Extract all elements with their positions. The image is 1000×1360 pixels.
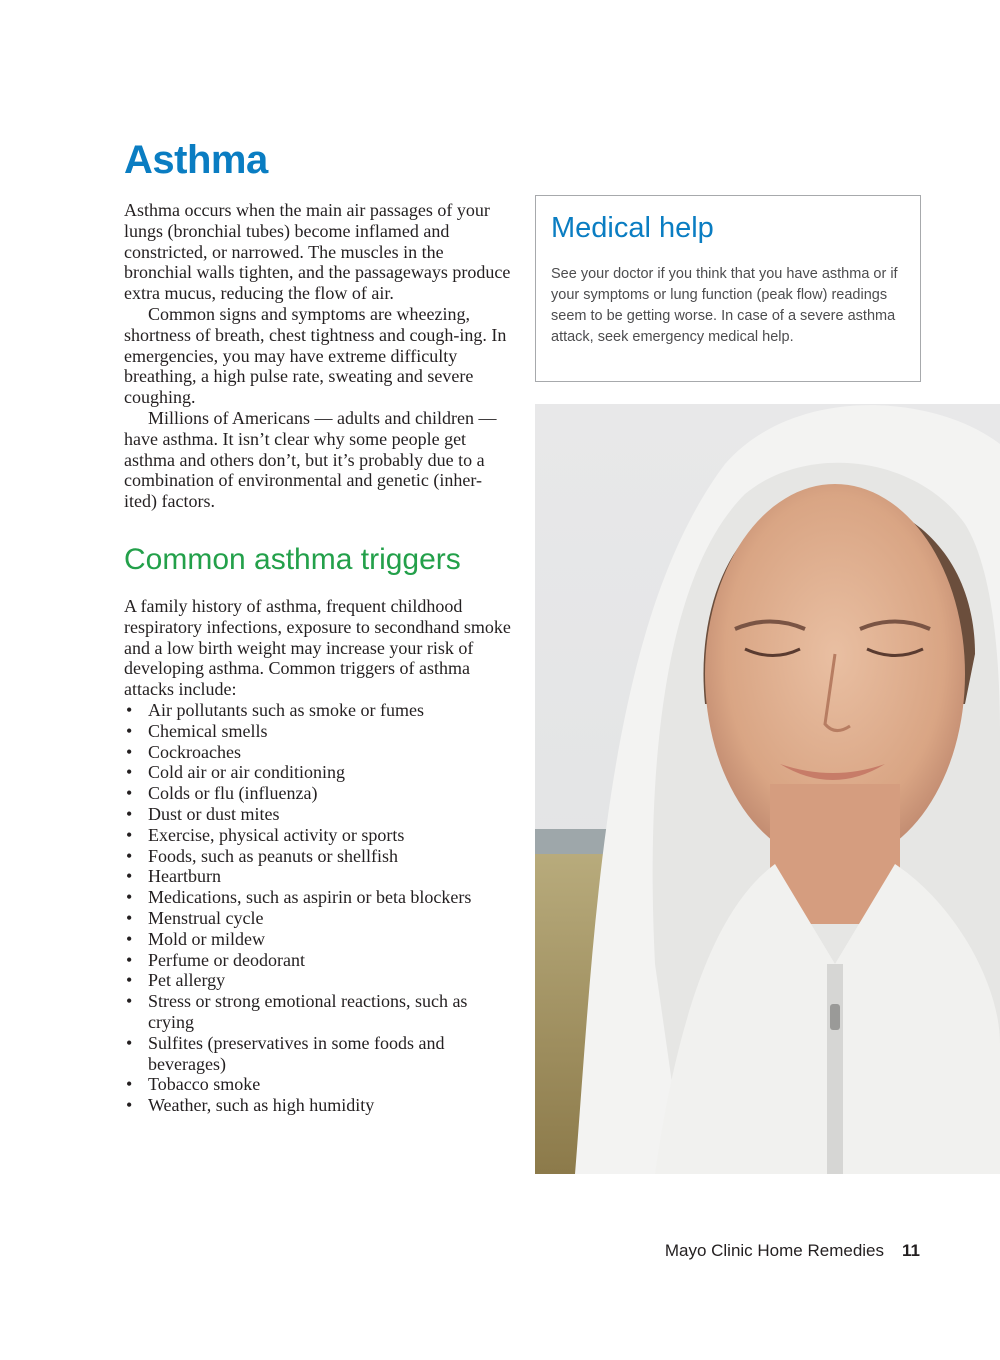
triggers-intro: A family history of asthma, frequent childhood respiratory infections, exposure to secondhand smoke and a low birth weight may increase your risk of developing asthma. Common triggers of asthma attacks include: — [124, 596, 511, 700]
trigger-item-text: Air pollutants such as smoke or fumes — [148, 699, 424, 720]
trigger-item-text: Foods, such as peanuts or shellfish — [148, 845, 398, 866]
trigger-item-text: Dust or dust mites — [148, 803, 280, 824]
bullet-glyph: • — [126, 1032, 133, 1053]
bullet-glyph: • — [126, 783, 133, 804]
trigger-item — [124, 950, 514, 971]
triggers-section — [124, 596, 514, 1116]
bullet-glyph: • — [126, 699, 133, 720]
trigger-item-text: Colds or flu (influenza) — [148, 783, 318, 804]
trigger-item-text: Perfume or deodorant — [148, 949, 305, 970]
bullet-glyph: • — [126, 803, 133, 824]
trigger-item — [124, 1095, 514, 1116]
trigger-item-text: Tobacco smoke — [148, 1074, 261, 1095]
trigger-item-text: Medications, such as aspirin or beta blockers — [148, 887, 472, 908]
trigger-item — [124, 742, 514, 763]
bullet-glyph: • — [126, 1095, 133, 1116]
page-number: 11 — [902, 1241, 920, 1260]
trigger-item — [124, 783, 514, 804]
trigger-item-text: Chemical smells — [148, 720, 268, 741]
bullet-glyph: • — [126, 741, 133, 762]
trigger-item — [124, 970, 514, 991]
trigger-item-text: Cold air or air conditioning — [148, 762, 345, 783]
trigger-item — [124, 929, 514, 950]
triggers-heading: Common asthma triggers — [124, 543, 461, 576]
bullet-glyph: • — [126, 720, 133, 741]
trigger-item-text: Exercise, physical activity or sports — [148, 824, 405, 845]
page-footer — [665, 1241, 920, 1261]
trigger-item — [124, 908, 514, 929]
bullet-glyph: • — [126, 1074, 133, 1095]
triggers-list — [124, 700, 514, 1116]
trigger-item — [124, 846, 514, 867]
bullet-glyph: • — [126, 824, 133, 845]
bullet-glyph: • — [126, 762, 133, 783]
bullet-glyph: • — [126, 887, 133, 908]
bullet-glyph: • — [126, 970, 133, 991]
trigger-item — [124, 700, 514, 721]
woman-breathing-photo — [535, 404, 1000, 1174]
trigger-item-text: Heartburn — [148, 866, 221, 887]
trigger-item — [124, 825, 514, 846]
intro-paragraph: Common signs and symptoms are wheezing, shortness of breath, chest tightness and cough-ing. In emergencies, you may have extreme difficulty breathing, a high pulse rate, sweating and severe coughing. — [124, 303, 507, 408]
medical-help-box — [535, 195, 921, 382]
intro-paragraph: Millions of Americans — adults and children — have asthma. It isn’t clear why some people get asthma and others don’t, but it’s probably due to a combination of environmental and genetic (inher-ited) factors. — [124, 407, 497, 512]
bullet-glyph: • — [126, 845, 133, 866]
intro-paragraph: Asthma occurs when the main air passages of your lungs (bronchial tubes) become inflamed and constricted, or narrowed. The muscles in the bronchial walls tighten, and the passageways produce extra mucus, reducing the flow of air. — [124, 200, 511, 304]
bullet-glyph: • — [126, 907, 133, 928]
trigger-item — [124, 991, 514, 1033]
trigger-item — [124, 1033, 514, 1075]
trigger-item-text: Mold or mildew — [148, 928, 265, 949]
intro-text — [124, 200, 514, 512]
page-title: Asthma — [124, 138, 268, 182]
trigger-item — [124, 866, 514, 887]
medical-help-text: See your doctor if you think that you have asthma or if your symptoms or lung function (peak flow) readings seem to be getting worse. In case of a severe asthma attack, seek emergency medical help. — [551, 266, 898, 345]
footer-book-title: Mayo Clinic Home Remedies — [664, 1241, 885, 1260]
trigger-item — [124, 887, 514, 908]
trigger-item-text: Pet allergy — [148, 970, 226, 991]
bullet-glyph: • — [126, 991, 133, 1012]
trigger-item-text: Menstrual cycle — [148, 907, 264, 928]
bullet-glyph: • — [126, 949, 133, 970]
bullet-glyph: • — [126, 866, 133, 887]
trigger-item-text: Stress or strong emotional reactions, such as crying — [148, 991, 468, 1032]
trigger-item — [124, 721, 514, 742]
trigger-item-text: Cockroaches — [148, 741, 241, 762]
trigger-item — [124, 762, 514, 783]
bullet-glyph: • — [126, 928, 133, 949]
trigger-item — [124, 804, 514, 825]
trigger-item — [124, 1074, 514, 1095]
photo-illustration — [535, 404, 1000, 1174]
medical-help-heading: Medical help — [551, 212, 714, 244]
trigger-item-text: Sulfites (preservatives in some foods and beverages) — [148, 1032, 445, 1074]
trigger-item-text: Weather, such as high humidity — [148, 1095, 375, 1116]
